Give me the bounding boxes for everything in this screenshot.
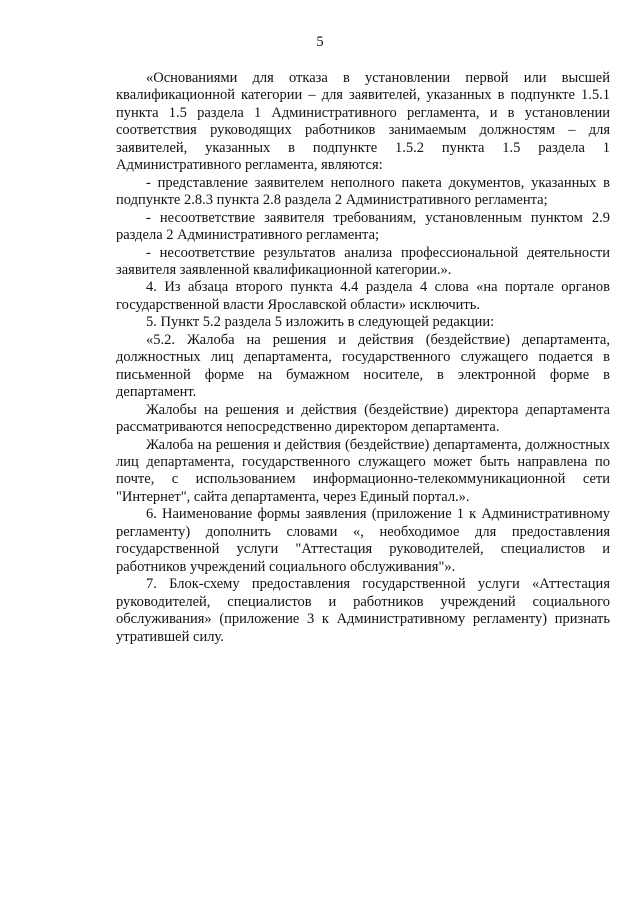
paragraph-complaint-channels: Жалоба на решения и действия (бездействие) департамента, должностных лиц департамента, государственного служащего может быть направлена по почте, с использованием информационно-телекоммуникационной сети "Интернет", сайта департамента, через Единый портал.». (116, 436, 610, 505)
paragraph-item-4: 4. Из абзаца второго пункта 4.4 раздела 4 слова «на портале органов государственной власти Ярославской области» исключить. (116, 279, 610, 313)
paragraph-director-complaints: Жалобы на решения и действия (бездействие) директора департамента рассматриваются непосредственно директором департамента. (116, 401, 610, 436)
paragraph-complaint-5-2: «5.2. Жалоба на решения и действия (бездействие) департамента, должностных лиц департамента, государственного служащего подается в письменной форме на бумажном носителе, в электронной форме в департамент. (116, 331, 610, 401)
paragraph-incomplete-package: - представление заявителем неполного пакета документов, указанных в подпункте 2.8.3 пункта 2.8 раздела 2 Административного регламента; (116, 174, 610, 209)
paragraph-item-5: 5. Пункт 5.2 раздела 5 изложить в следующей редакции: (146, 314, 495, 331)
document-body (116, 70, 610, 646)
paragraph-analysis-mismatch: - несоответствие результатов анализа профессиональной деятельности заявителя заявленной квалификационной категории.». (116, 244, 610, 278)
paragraph-item-7: 7. Блок-схему предоставления государственной услуги «Аттестация руководителей, специалистов и работников учреждений социального обслуживания» (приложение 3 к Административному регламенту) признать утратившей силу. (116, 576, 610, 645)
paragraph-refusal-grounds: «Основаниями для отказа в установлении первой или высшей квалификационной категории – для заявителей, указанных в подпункте 1.5.1 пункта 1.5 раздела 1 Административного регламента, и в установлении соответствия руководящих работников занимаемым должностям – для заявителей, указанных в подпункте 1.5.2 пункта 1.5 раздела 1 Административного регламента, являются: (116, 70, 610, 174)
paragraph-item-6: 6. Наименование формы заявления (приложение 1 к Административному регламенту) дополнить словами «, необходимое для предоставления государственной услуги "Аттестация руководителей, специалистов и работников учреждений социального обслуживания"». (116, 506, 610, 575)
page-number: 5 (316, 34, 324, 50)
paragraph-requirements-mismatch: - несоответствие заявителя требованиям, установленным пунктом 2.9 раздела 2 Административного регламента; (116, 209, 610, 244)
